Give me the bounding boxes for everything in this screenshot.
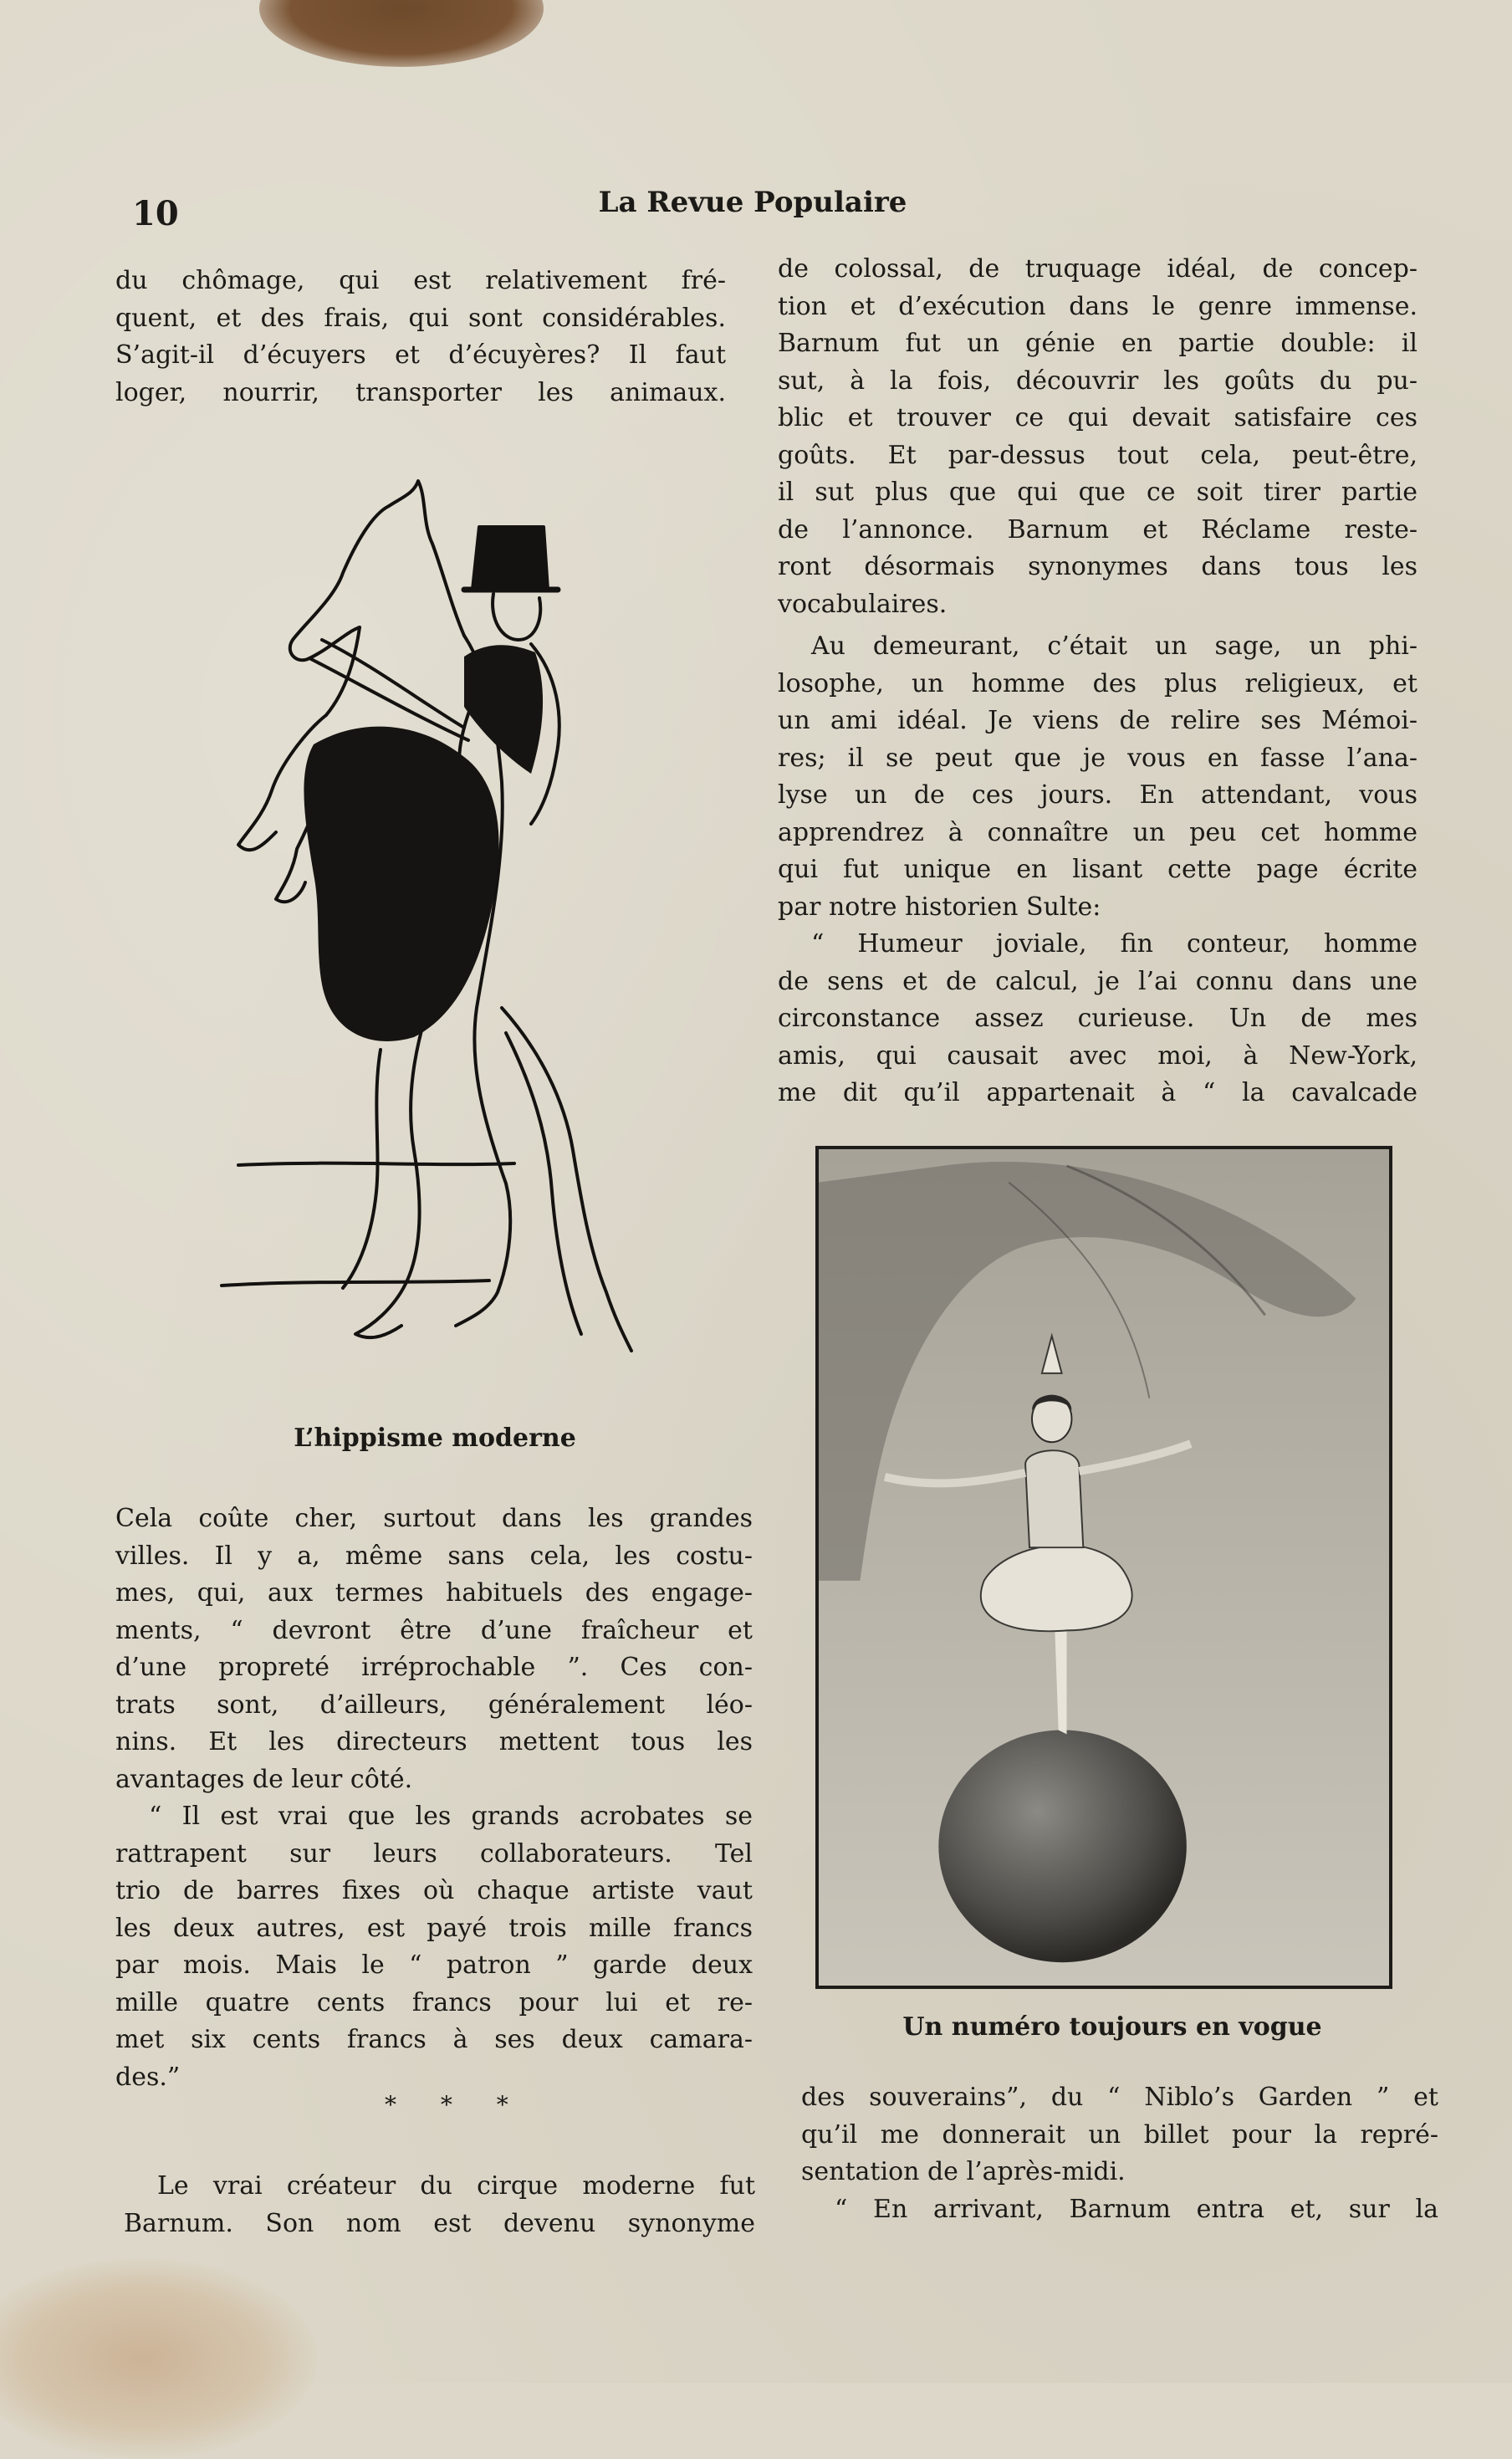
text-line: loger, nourrir, transporter les animaux. <box>115 377 726 407</box>
text-line: trats sont, d’ailleurs, généralement léo- <box>115 1690 753 1720</box>
text-line: quent, et des frais, qui sont considérables. <box>115 303 726 333</box>
text-line: vocabulaires. <box>778 589 948 619</box>
text-line: apprendrez à connaître un peu cet homme <box>778 817 1418 847</box>
acrobat-on-ball-illustration <box>815 1146 1392 1989</box>
text-line: Le vrai créateur du cirque moderne fut <box>157 2171 755 2201</box>
text-line: les deux autres, est payé trois mille francs <box>115 1913 753 1943</box>
text-line: rattrapent sur leurs collaborateurs. Tel <box>115 1838 753 1869</box>
text-line: du chômage, qui est relativement fré- <box>115 266 726 295</box>
text-line: Cela coûte cher, surtout dans les grandes <box>115 1504 753 1533</box>
text-line: il sut plus que qui que ce soit tirer partie <box>778 478 1418 507</box>
figure-caption-ball: Un numéro toujours en vogue <box>902 2012 1322 2042</box>
text-line: des souverains”, du “ Niblo’s Garden ” et <box>801 2083 1438 2112</box>
text-line: nins. Et les directeurs mettent tous les <box>115 1727 753 1756</box>
text-line: un ami idéal. Je viens de relire ses Mémoi- <box>778 706 1418 735</box>
text-line: goûts. Et par-dessus tout cela, peut-être, <box>778 440 1418 470</box>
text-line: villes. Il y a, même sans cela, les costu- <box>115 1541 753 1571</box>
text-line: losophe, un homme des plus religieux, et <box>778 668 1418 698</box>
text-line: lyse un de ces jours. En attendant, vous <box>778 780 1418 810</box>
left-column-end <box>124 2168 755 2242</box>
text-line: Au demeurant, c’était un sage, un phi- <box>811 631 1418 661</box>
right-column-top <box>778 251 1418 1112</box>
text-line: “ Il est vrai que les grands acrobates se <box>149 1802 753 1831</box>
text-line: “ En arrivant, Barnum entra et, sur la <box>835 2194 1438 2224</box>
text-line: de l’annonce. Barnum et Réclame reste- <box>778 514 1418 544</box>
text-line: d’une propreté irréprochable ”. Ces con- <box>115 1653 753 1682</box>
text-line: Barnum fut un génie en partie double: il <box>778 329 1418 358</box>
text-line: sut, à la fois, découvrir les goûts du pu- <box>778 366 1418 396</box>
text-line: met six cents francs à ses deux camara- <box>115 2025 753 2054</box>
text-line: sentation de l’après-midi. <box>801 2157 1126 2186</box>
text-line: me dit qu’il appartenait à “ la cavalcade <box>778 1078 1418 1107</box>
text-line: par mois. Mais le “ patron ” garde deux <box>115 1950 753 1980</box>
page-number: 10 <box>132 194 179 233</box>
text-line: des.” <box>115 2062 181 2092</box>
text-line: trio de barres fixes où chaque artiste vaut <box>115 1876 753 1905</box>
text-line: res; il se peut que je vous en fasse l’ana- <box>778 743 1418 773</box>
horse-rider-illustration <box>213 464 690 1405</box>
text-line: mille quatre cents francs pour lui et re- <box>115 1987 753 2017</box>
text-line: S’agit-il d’écuyers et d’écuyères? Il faut <box>115 340 726 370</box>
text-line: “ Humeur joviale, fin conteur, homme <box>811 929 1418 959</box>
text-line: de sens et de calcul, je l’ai connu dans une <box>778 966 1418 996</box>
right-column-bottom <box>801 2079 1438 2228</box>
figure-caption-horse: L’hippisme moderne <box>294 1424 576 1453</box>
text-line: de colossal, de truquage idéal, de concep- <box>778 254 1418 284</box>
running-title: La Revue Populaire <box>598 186 907 219</box>
text-line: Barnum. Son nom est devenu synonyme <box>124 2208 755 2238</box>
text-line: amis, qui causait avec moi, à New-York, <box>778 1040 1418 1071</box>
text-line: par notre historien Sulte: <box>778 892 1101 922</box>
text-line: ront désormais synonymes dans tous les <box>778 552 1418 581</box>
section-separator: * * * <box>385 2091 527 2119</box>
text-line: avantages de leur côté. <box>115 1764 413 1794</box>
text-line: qui fut unique en lisant cette page écrite <box>778 855 1418 884</box>
text-line: circonstance assez curieuse. Un de mes <box>778 1004 1418 1033</box>
text-line: blic et trouver ce qui devait satisfaire ces <box>778 403 1418 432</box>
text-line: tion et d’exécution dans le genre immense. <box>778 291 1418 321</box>
left-column-bottom <box>115 1500 753 2096</box>
left-column-top <box>115 263 726 412</box>
text-line: mes, qui, aux termes habituels des engage- <box>115 1578 753 1608</box>
text-line: ments, “ devront être d’une fraîcheur et <box>115 1615 753 1645</box>
text-line: qu’il me donnerait un billet pour la repré- <box>801 2119 1438 2150</box>
